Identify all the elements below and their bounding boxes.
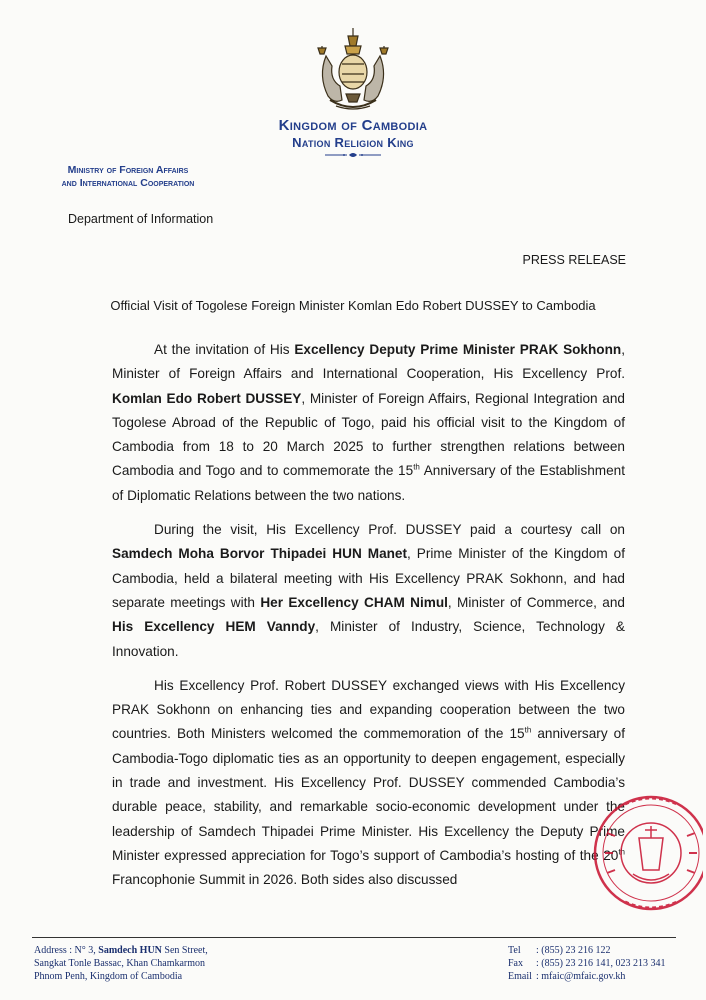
- footer-fax: Fax : (855) 23 216 141, 023 213 341: [508, 958, 666, 969]
- ministry-name: Ministry of Foreign Affairs and International Cooperation: [61, 164, 195, 189]
- footer-address: Address : N° 3, Samdech HUN Sen Street, Sangkat Tonle Bassac, Khan Chamkarmon Phnom Penh, Kingdom of Cambodia: [34, 945, 208, 982]
- document-type: PRESS RELEASE: [522, 253, 626, 267]
- footer-email: Email : mfaic@mfaic.gov.kh: [508, 971, 626, 982]
- press-release-title: Official Visit of Togolese Foreign Minister Komlan Edo Robert DUSSEY to Cambodia: [110, 298, 596, 313]
- royal-arms-emblem-icon: [312, 26, 394, 114]
- kingdom-title: Kingdom of Cambodia: [278, 117, 428, 134]
- department-label: Department of Information: [68, 212, 214, 226]
- paragraph-1: At the invitation of His Excellency Deputy Prime Minister PRAK Sokhonn, Minister of Foreign Affairs and International Cooperation, His Excellency Prof. Komlan Edo Robert DUSSEY, Minister of Foreign Affairs, Regional Integration and Togolese Abroad of the Republic of Togo, paid his official visit to the Kingdom of Cambodia from 18 to 20 March 2025 to further strengthen relations between Cambodia and Togo and to commemorate the 15th Anniversary of the Establishment of Diplomatic Relations between the two nations.: [112, 342, 626, 503]
- national-motto: Nation Religion King: [292, 135, 414, 150]
- footer-contacts: [508, 944, 665, 983]
- ornament-divider-icon: [325, 152, 381, 158]
- footer-divider: [32, 937, 676, 938]
- kingdom-heading: [200, 117, 506, 158]
- paragraph-3: His Excellency Prof. Robert DUSSEY exchanged views with His Excellency PRAK Sokhonn on enhancing ties and expanding cooperation between the two countries. Both Ministers welcomed the commemoration of the 15th anniversary of Cambodia-Togo diplomatic ties as an opportunity to deepen engagement, especially in trade and investment. His Excellency Prof. DUSSEY commended Cambodia’s durable peace, stability, and remarkable socio-economic development under the leadership of Samdech Thipadei Prime Minister. His Excellency the Deputy Prime Minister expressed appreciation for Togo’s support of Cambodia’s hosting of the 20th Francophonie Summit in 2026. Both sides also discussed: [112, 677, 626, 888]
- ministry-seal-stamp-icon: [585, 778, 703, 928]
- footer-tel: Tel : (855) 23 216 122: [508, 945, 611, 956]
- body-text: [112, 338, 625, 903]
- paragraph-2: During the visit, His Excellency Prof. DUSSEY paid a courtesy call on Samdech Moha Borvor Thipadei HUN Manet, Prime Minister of the Kingdom of Cambodia, held a bilateral meeting with His Excellency PRAK Sokhonn, and had separate meetings with Her Excellency CHAM Nimul, Minister of Commerce, and His Excellency HEM Vanndy, Minister of Industry, Science, Technology & Innovation.: [112, 522, 626, 659]
